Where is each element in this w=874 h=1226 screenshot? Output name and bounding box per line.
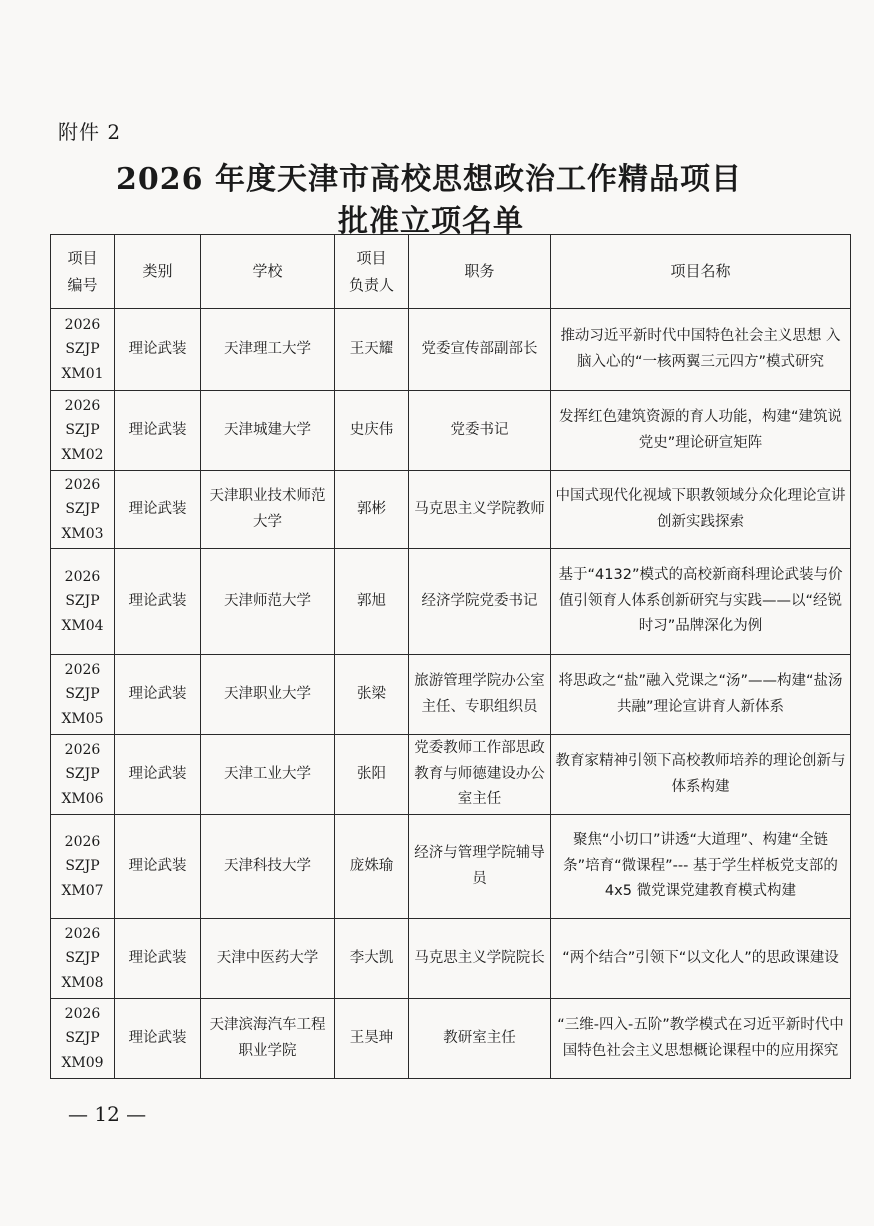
cell-position: 党委宣传部副部长 xyxy=(409,309,551,391)
cell-code xyxy=(51,735,115,815)
cell-school: 天津理工大学 xyxy=(201,309,335,391)
cell-code xyxy=(51,549,115,655)
cell-code-line: SZJP xyxy=(65,422,100,439)
cell-leader: 张梁 xyxy=(335,655,409,735)
header-code xyxy=(51,235,115,309)
cell-code xyxy=(51,815,115,919)
table-row xyxy=(51,549,851,655)
cell-position: 马克思主义学院教师 xyxy=(409,471,551,549)
document-title-line-1: 2026 年度天津市高校思想政治工作精品项目 xyxy=(116,162,742,197)
cell-category: 理论武装 xyxy=(115,655,201,735)
cell-code-line: XM01 xyxy=(61,365,104,382)
cell-project-name: 推动习近平新时代中国特色社会主义思想 入脑入心的“一核两翼三元四方”模式研究 xyxy=(551,309,851,391)
header-school: 学校 xyxy=(201,235,335,309)
cell-project-name: 教育家精神引领下高校教师培养的理论创新与体系构建 xyxy=(551,735,851,815)
cell-school: 天津滨海汽车工程职业学院 xyxy=(201,999,335,1079)
cell-project-name: “三维-四入-五阶”教学模式在习近平新时代中国特色社会主义思想概论课程中的应用探究 xyxy=(551,999,851,1079)
cell-code xyxy=(51,391,115,471)
cell-category: 理论武装 xyxy=(115,471,201,549)
cell-code-line: 2026 xyxy=(64,661,101,678)
cell-code-line: 2026 xyxy=(64,833,101,850)
cell-category: 理论武装 xyxy=(115,309,201,391)
cell-code-line: SZJP xyxy=(65,501,100,518)
cell-code-line: 2026 xyxy=(64,741,101,758)
cell-school: 天津中医药大学 xyxy=(201,919,335,999)
table-row xyxy=(51,735,851,815)
cell-category: 理论武装 xyxy=(115,919,201,999)
table-row xyxy=(51,999,851,1079)
cell-code-line: 2026 xyxy=(64,316,101,333)
cell-code-line: SZJP xyxy=(65,950,100,967)
cell-category: 理论武装 xyxy=(115,815,201,919)
cell-code-line: SZJP xyxy=(65,766,100,783)
cell-code-line: 2026 xyxy=(64,568,101,585)
page-number: — 12 — xyxy=(68,1102,147,1126)
cell-position: 党委书记 xyxy=(409,391,551,471)
cell-category: 理论武装 xyxy=(115,549,201,655)
header-code-line: 编号 xyxy=(67,275,98,294)
cell-leader: 史庆伟 xyxy=(335,391,409,471)
cell-code-line: 2026 xyxy=(64,476,101,493)
cell-school: 天津科技大学 xyxy=(201,815,335,919)
cell-code-line: 2026 xyxy=(64,397,101,414)
cell-code-line: SZJP xyxy=(65,341,100,358)
cell-code-line: XM02 xyxy=(61,446,104,463)
cell-category: 理论武装 xyxy=(115,735,201,815)
cell-code-line: XM09 xyxy=(61,1054,104,1071)
cell-leader: 郭彬 xyxy=(335,471,409,549)
cell-project-name: “两个结合”引领下“以文化人”的思政课建设 xyxy=(551,919,851,999)
cell-project-name: 发挥红色建筑资源的育人功能，构建“建筑说党史”理论研宣矩阵 xyxy=(551,391,851,471)
cell-code-line: XM06 xyxy=(61,790,104,807)
cell-leader: 庞姝瑜 xyxy=(335,815,409,919)
cell-position: 经济学院党委书记 xyxy=(409,549,551,655)
cell-code-line: XM08 xyxy=(61,974,104,991)
attachment-label: 附件 2 xyxy=(58,120,122,144)
table-row xyxy=(51,471,851,549)
cell-code-line: 2026 xyxy=(64,925,101,942)
cell-code-line: SZJP xyxy=(65,1030,100,1047)
cell-project-name: 聚焦“小切口”讲透“大道理”、构建“全链条”培育“微课程”--- 基于学生样板党支部的 4x5 微党课党建教育模式构建 xyxy=(551,815,851,919)
header-project-name: 项目名称 xyxy=(551,235,851,309)
cell-code xyxy=(51,471,115,549)
cell-leader: 王天耀 xyxy=(335,309,409,391)
table-header-row xyxy=(51,235,851,309)
header-leader-line: 负责人 xyxy=(348,275,394,294)
cell-leader: 张阳 xyxy=(335,735,409,815)
table-row xyxy=(51,655,851,735)
cell-position: 教研室主任 xyxy=(409,999,551,1079)
cell-code-line: 2026 xyxy=(64,1005,101,1022)
cell-code xyxy=(51,309,115,391)
cell-code-line: SZJP xyxy=(65,858,100,875)
cell-code-line: XM04 xyxy=(61,617,104,634)
header-category: 类别 xyxy=(115,235,201,309)
cell-code-line: SZJP xyxy=(65,593,100,610)
cell-school: 天津工业大学 xyxy=(201,735,335,815)
header-leader xyxy=(335,235,409,309)
cell-code-line: SZJP xyxy=(65,686,100,703)
header-position: 职务 xyxy=(409,235,551,309)
header-leader-line: 项目 xyxy=(356,249,387,268)
table-row xyxy=(51,919,851,999)
cell-school: 天津城建大学 xyxy=(201,391,335,471)
cell-code-line: XM07 xyxy=(61,882,104,899)
cell-project-name: 将思政之“盐”融入党课之“汤”——构建“盐汤共融”理论宣讲育人新体系 xyxy=(551,655,851,735)
cell-position: 旅游管理学院办公室主任、专职组织员 xyxy=(409,655,551,735)
cell-position: 党委教师工作部思政教育与师德建设办公室主任 xyxy=(409,735,551,815)
cell-leader: 郭旭 xyxy=(335,549,409,655)
cell-project-name: 中国式现代化视域下职教领域分众化理论宣讲创新实践探索 xyxy=(551,471,851,549)
cell-project-name: 基于“4132”模式的高校新商科理论武装与价值引领育人体系创新研究与实践——以“经锐时习”品牌深化为例 xyxy=(551,549,851,655)
cell-school: 天津职业技术师范大学 xyxy=(201,471,335,549)
cell-school: 天津职业大学 xyxy=(201,655,335,735)
cell-position: 马克思主义学院院长 xyxy=(409,919,551,999)
cell-code xyxy=(51,655,115,735)
cell-category: 理论武装 xyxy=(115,391,201,471)
table-row xyxy=(51,391,851,471)
cell-position: 经济与管理学院辅导员 xyxy=(409,815,551,919)
cell-school: 天津师范大学 xyxy=(201,549,335,655)
cell-category: 理论武装 xyxy=(115,999,201,1079)
project-list-table xyxy=(50,234,851,1079)
cell-leader: 李大凯 xyxy=(335,919,409,999)
cell-code xyxy=(51,919,115,999)
cell-leader: 王昊珅 xyxy=(335,999,409,1079)
header-code-line: 项目 xyxy=(67,249,98,268)
cell-code-line: XM05 xyxy=(61,710,104,727)
cell-code-line: XM03 xyxy=(61,525,104,542)
document-title-line-2: 批准立项名单 xyxy=(338,204,524,239)
cell-code xyxy=(51,999,115,1079)
table-row xyxy=(51,309,851,391)
table-row xyxy=(51,815,851,919)
